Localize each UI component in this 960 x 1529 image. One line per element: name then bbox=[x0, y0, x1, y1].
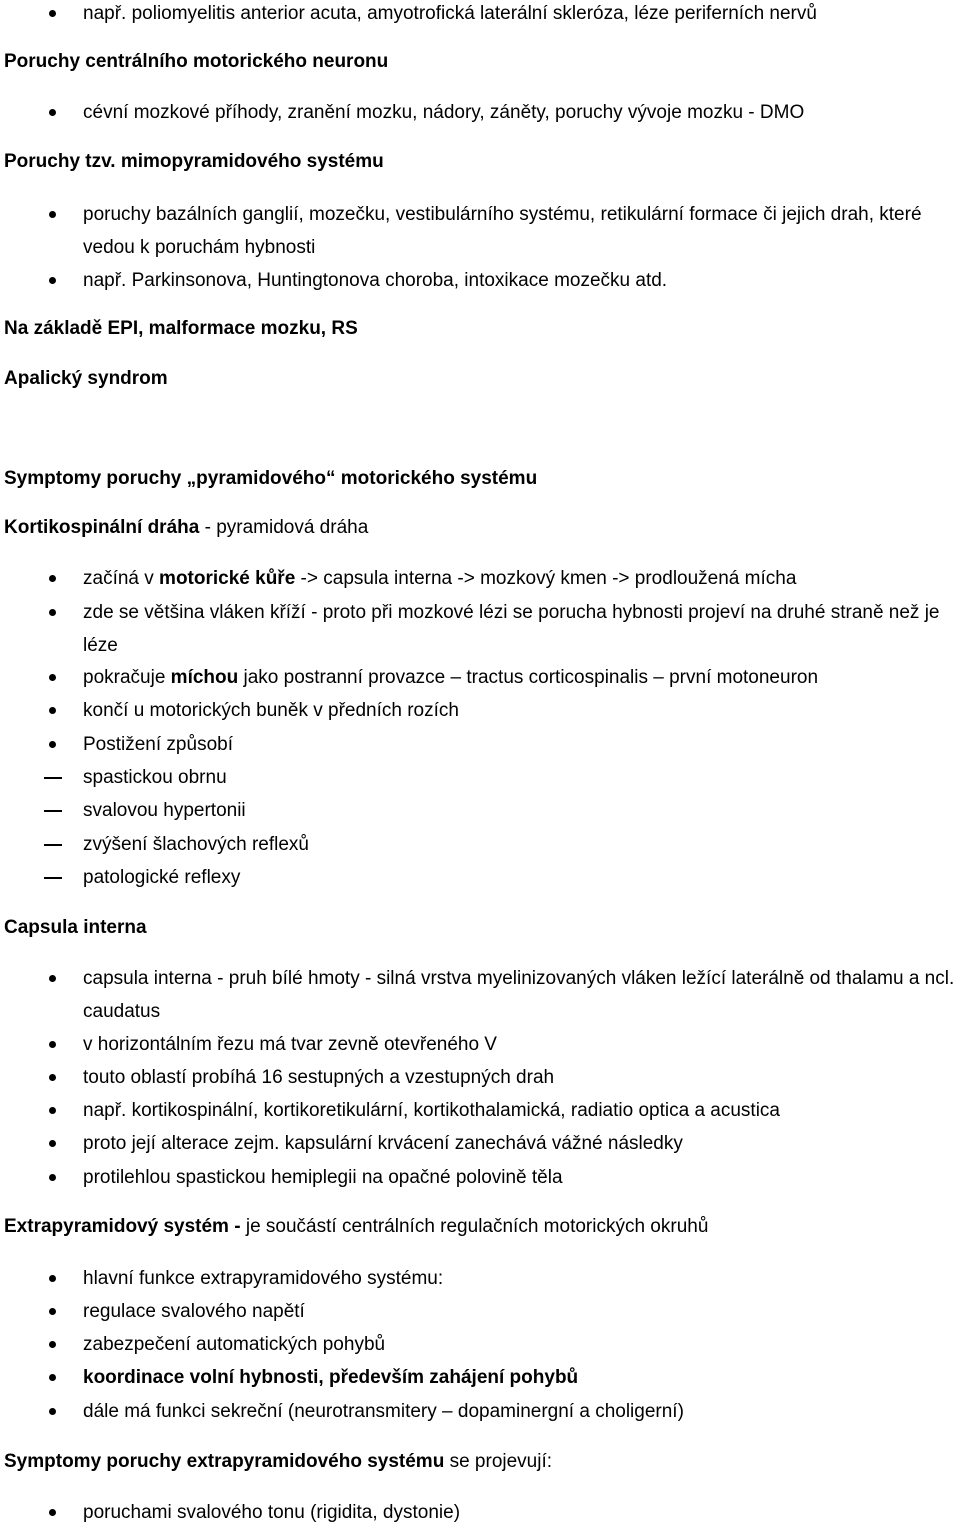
bullet-icon bbox=[44, 1028, 64, 1061]
bullet-icon bbox=[44, 0, 64, 30]
heading-corticospinal-tract: Kortikospinální dráha - pyramidová dráha bbox=[4, 517, 369, 538]
bullet-icon bbox=[44, 1496, 64, 1529]
bullet-icon bbox=[44, 264, 64, 297]
bullet-icon bbox=[44, 96, 64, 129]
bullet-icon bbox=[44, 1094, 64, 1127]
dash-icon bbox=[44, 861, 64, 894]
bullet-icon bbox=[44, 1161, 64, 1194]
bullet-icon bbox=[44, 596, 64, 629]
bullet-icon bbox=[44, 1127, 64, 1160]
bullet-icon bbox=[44, 1295, 64, 1328]
bullet-icon bbox=[44, 728, 64, 761]
heading-extrapyramidal-disorders: Poruchy tzv. mimopyramidového systému bbox=[4, 151, 384, 172]
heading-extrapyramidal-symptoms: Symptomy poruchy extrapyramidového systému se projevují: bbox=[4, 1451, 553, 1472]
heading-central-neuron: Poruchy centrálního motorického neuronu bbox=[4, 51, 389, 72]
bullet-icon bbox=[44, 1328, 64, 1361]
bullet-icon bbox=[44, 1061, 64, 1094]
bullet-icon bbox=[44, 1262, 64, 1295]
bullet-icon bbox=[44, 562, 64, 595]
bullet-icon bbox=[44, 962, 64, 995]
document-page: např. poliomyelitis anterior acuta, amyotrofická laterální skleróza, léze periferních nervů Poruchy centrálního motorického neuronu cévní mozkové příhody, zranění mozku, nádory, záněty, poruchy vývoje mozku - DMO Poruchy tzv. mimopyramidového systému poruchy bazálních ganglií, mozečku, vestibulárního systému, retikulární formace či jejich drah, které vedou k poruchám hybnosti např. Parkinsonova, Huntingtonova choroba, intoxikace mozečku atd. Na základě EPI, malformace mozku, RS Apalický syndrom Symptomy poruchy „pyramidového“ motorického systému Kortikospinální dráha - pyramidová dráha začíná v motorické kůře -> capsula interna -> mozkový kmen -> prodloužená mícha zde se většina vláken kříží - proto při mozkové lézi se porucha hybnosti projeví na druhé straně než je léze pokračuje míchou jako postranní provazce – tractus corticospinalis – první motoneuron končí u motorických buněk v předních rozích Postižení způsobí spastickou obrnu svalovou hypertonii zvýšení šlachových reflexů patologické reflexy Capsula interna capsula interna - pruh bílé hmoty - silná vrstva myelinizovaných vláken ležící laterálně od thalamu a ncl. caudatus v horizontálním řezu má tvar zevně otevřeného V touto oblastí probíhá 16 sestupných a vzestupných drah např. kortikospinální, kortikoretikulární, kortikothalamická, radiatio optica a acustica proto její alterace zejm. kapsulární krvácení zanechává vážné následky protilehlou spastickou hemiplegii na opačné polovině těla Extrapyramidový systém - je součástí centrálních regulačních motorických okruhů hlavní funkce extrapyramidového systému: regulace svalového napětí zabezpečení automatických pohybů koordinace volní hybnosti, především zahájení pohybů dále má funkci sekreční (neurotransmitery – dopaminergní a choligerní) Symptomy poruchy extrapyramidového systému se projevují: poruchami svalového tonu (rigidita, dystonie) bbox=[0, 0, 960, 1525]
heading-apallic-syndrome: Apalický syndrom bbox=[4, 368, 168, 389]
bullet-icon bbox=[44, 694, 64, 727]
dash-icon bbox=[44, 794, 64, 827]
bullet-icon bbox=[44, 1361, 64, 1394]
heading-epi: Na základě EPI, malformace mozku, RS bbox=[4, 318, 358, 339]
dash-icon bbox=[44, 828, 64, 861]
heading-capsula-interna: Capsula interna bbox=[4, 917, 147, 938]
dash-icon bbox=[44, 761, 64, 794]
bullet-icon bbox=[44, 1395, 64, 1428]
bullet-icon bbox=[44, 198, 64, 231]
heading-pyramidal-symptoms: Symptomy poruchy „pyramidového“ motorického systému bbox=[4, 468, 538, 489]
bullet-icon bbox=[44, 661, 64, 694]
heading-extrapyramidal-system: Extrapyramidový systém - je součástí centrálních regulačních motorických okruhů bbox=[4, 1216, 709, 1237]
